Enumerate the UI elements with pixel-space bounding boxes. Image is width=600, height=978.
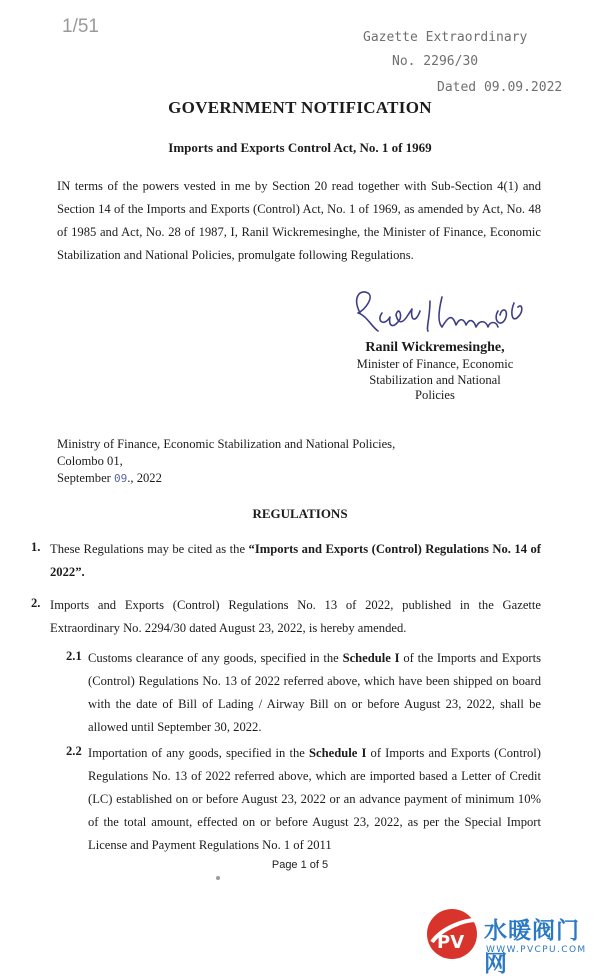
handwritten-gazette-number: No. 2296/30 [392, 54, 479, 69]
regulation-2-text: Imports and Exports (Control) Regulations No. 13 of 2022, published in the Gazette Extraordinary No. 2294/30 dated August 23, 2022, is hereby amended. [50, 598, 541, 635]
schedule-reference: Schedule I [342, 651, 400, 665]
handwritten-date-day: 09 [114, 472, 128, 485]
handwritten-signature [338, 283, 538, 343]
ministry-address: Ministry of Finance, Economic Stabilization and National Policies, [57, 437, 396, 451]
site-watermark [424, 906, 600, 977]
regulation-2-2-text [88, 742, 541, 857]
intro-paragraph: IN terms of the powers vested in me by Section 20 read together with Sub-Section 4(1) and Section 14 of the Imports and Exports (Control) Act, No. 1 of 1969, as amended by Act, No. 48 of 1985 and Act, No. 28 of 1987, I, Ranil Wickremesinghe, the Minister of Finance, Economic Stabilization and National Policies, promulgate following Regulations. [57, 179, 541, 262]
scan-speck [216, 876, 220, 880]
watermark-logo-letters: PV [437, 932, 465, 953]
signatory-title-line: Minister of Finance, Economic [356, 357, 514, 371]
regulation-number: 2. [31, 596, 41, 610]
regulation-2-2-text-part: of Imports and Exports (Control) Regulations No. 13 of 2022 referred above, which are imported based a Letter of Credit (LC) established on or before August 23, 2022 or an advance payment of minimum 10% of the total amount, effected on or before August 23, 2022, as per the Special Import License and Payment Regulations No. 1 of 2011 [88, 746, 542, 852]
date-suffix: ., 2022 [127, 471, 162, 485]
date-prefix: September [57, 471, 115, 485]
regulation-1-text-plain: These Regulations may be cited as the [50, 542, 249, 556]
page-counter: 1/51 [62, 16, 99, 37]
signatory-title-line: Policies [415, 388, 455, 402]
page-footer: Page 1 of 5 [271, 859, 329, 871]
regulation-number: 1. [31, 540, 41, 554]
regulation-1-text [50, 538, 541, 584]
schedule-reference: Schedule I [309, 746, 367, 760]
watermark-url: WWW.PVCPU.COM [486, 945, 587, 955]
regulation-2-1-text-part: of the Imports and Exports (Control) Regulations No. 13 of 2022 referred above, which have been shipped on board with the date of Bill of Lading / Airway Bill on or before August 23, 2022, shall be allowed until September 30, 2022. [88, 651, 541, 734]
regulation-2-1-text-part: Customs clearance of any goods, specified in the [88, 651, 343, 665]
handwritten-gazette-date: Dated 09.09.2022 [437, 80, 563, 95]
watermark-logo-icon [424, 906, 480, 962]
regulations-heading: REGULATIONS [252, 506, 348, 521]
regulation-number: 2.2 [66, 744, 82, 758]
handwritten-gazette-note: Gazette Extraordinary [363, 30, 528, 45]
page-title: GOVERNMENT NOTIFICATION [168, 98, 432, 117]
signatory-name: Ranil Wickremesinghe, [365, 340, 505, 355]
signatory-title-line: Stabilization and National [369, 372, 501, 387]
regulation-1-citation: “Imports and Exports (Control) Regulations No. 14 of 2022”. [50, 542, 541, 579]
signing-date [57, 470, 395, 487]
watermark-site-name: 水暖阀门网 [484, 918, 580, 977]
city-address: Colombo 01, [57, 454, 123, 468]
regulation-2-2-text-part: Importation of any goods, specified in the [88, 746, 310, 760]
regulation-2-1-text [88, 647, 541, 739]
act-subtitle: Imports and Exports Control Act, No. 1 of 1969 [168, 140, 432, 155]
regulation-number: 2.1 [66, 649, 82, 663]
